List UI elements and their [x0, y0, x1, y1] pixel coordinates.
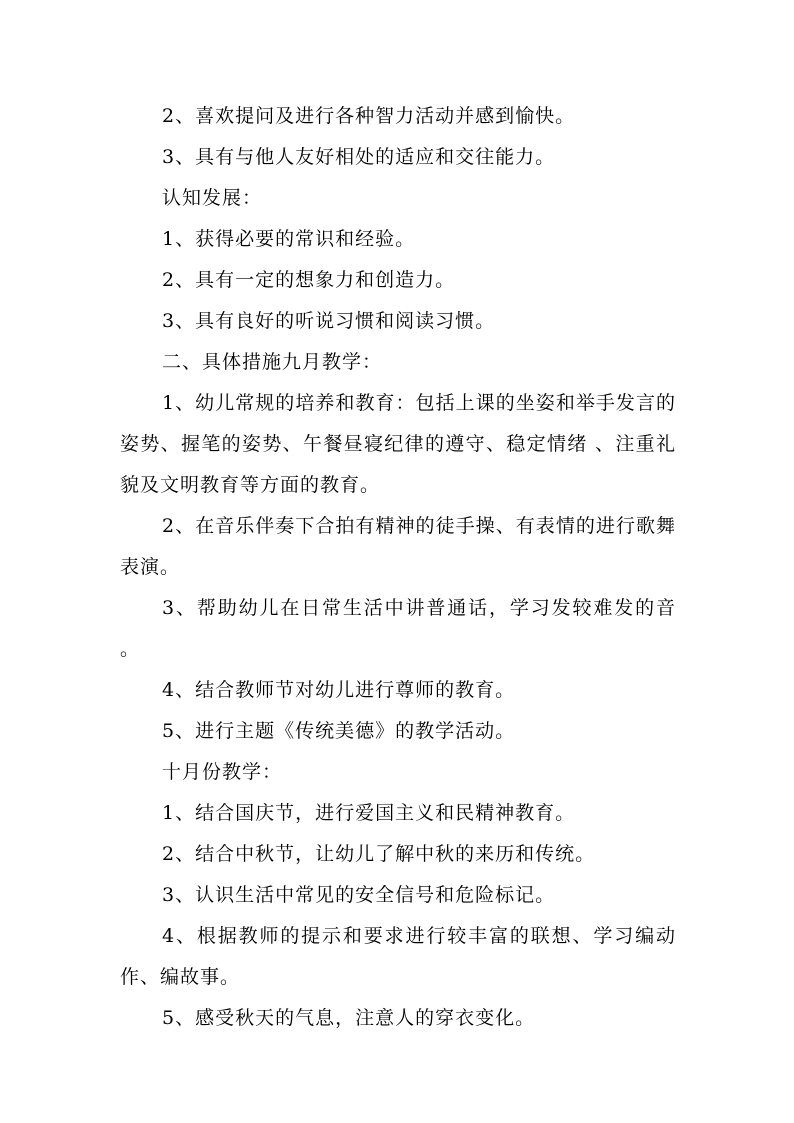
heading-cognitive-development: 认知发展： [162, 187, 263, 209]
paragraph-october-1: 1、结合国庆节，进行爱国主义和民精神教育。 [162, 802, 576, 824]
paragraph-cognitive-1: 1、获得必要的常识和经验。 [162, 228, 416, 250]
paragraph-september-2: 2、在音乐伴奏下合拍有精神的徒手操、有表情的进行歌舞表演。 [120, 515, 676, 578]
paragraph-cognitive-3: 3、具有良好的听说习惯和阅读习惯。 [162, 310, 496, 332]
paragraph-september-1: 1、幼儿常规的培养和教育：包括上课的坐姿和举手发言的姿势、握笔的姿势、午餐昼寝纪律的遵守、稳定情绪 、注重礼貌及文明教育等方面的教育。 [120, 392, 676, 496]
paragraph-october-2: 2、结合中秋节，让幼儿了解中秋的来历和传统。 [162, 843, 596, 865]
paragraph-october-5: 5、感受秋天的气息，注意人的穿衣变化。 [162, 1007, 536, 1029]
heading-october-teaching: 十月份教学： [162, 761, 283, 783]
paragraph-september-5: 5、进行主题《传统美德》的教学活动。 [162, 720, 516, 742]
document-body [120, 96, 676, 1039]
paragraph-social-2: 2、喜欢提问及进行各种智力活动并感到愉快。 [162, 105, 576, 127]
paragraph-september-3: 3、帮助幼儿在日常生活中讲普通话，学习发较难发的音 。 [120, 597, 676, 660]
heading-september-measures: 二、具体措施九月教学： [162, 351, 383, 373]
paragraph-september-4: 4、结合教师节对幼儿进行尊师的教育。 [162, 679, 516, 701]
paragraph-october-3: 3、认识生活中常见的安全信号和危险标记。 [162, 884, 556, 906]
paragraph-cognitive-2: 2、具有一定的想象力和创造力。 [162, 269, 456, 291]
paragraph-october-4: 4、根据教师的提示和要求进行较丰富的联想、学习编动作、编故事。 [120, 925, 676, 988]
paragraph-social-3: 3、具有与他人友好相处的适应和交往能力。 [162, 146, 556, 168]
